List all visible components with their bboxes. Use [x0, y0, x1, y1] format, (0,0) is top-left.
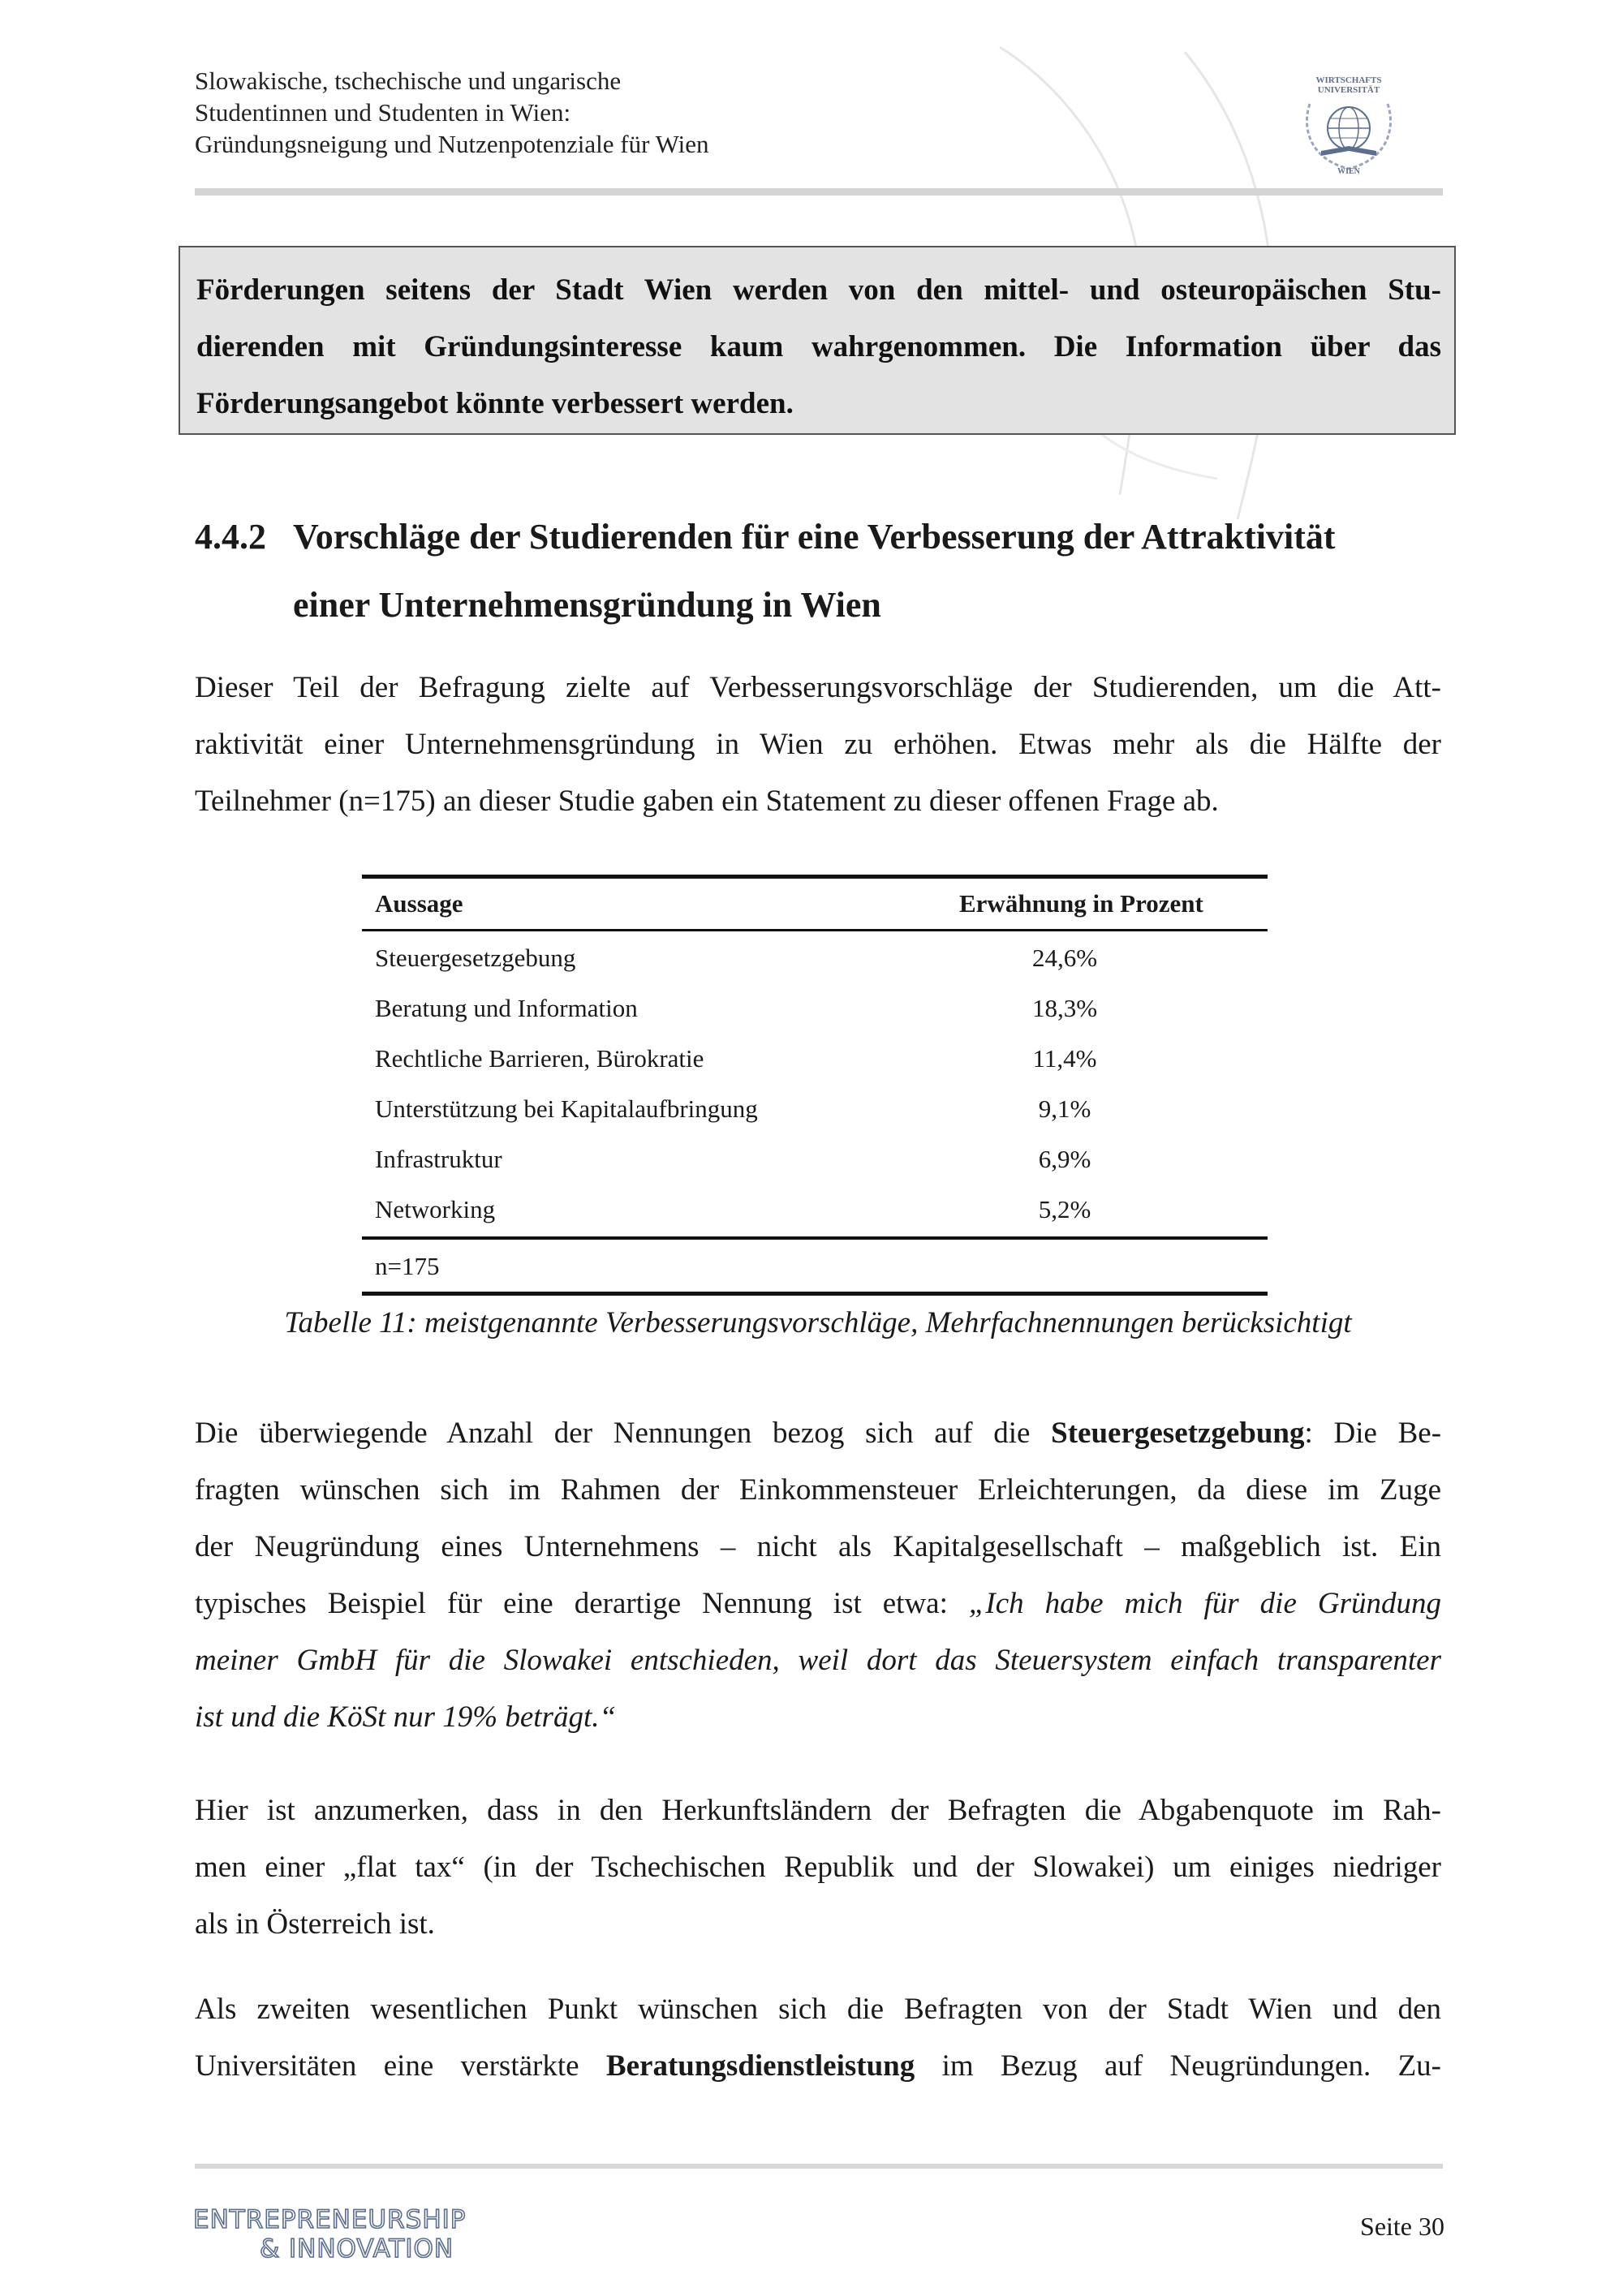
- quote-text: meiner GmbH für die Slowakei entschieden, weil dort das Steuersystem einfach transparenter: [195, 1644, 1441, 1677]
- paragraph-line: fragten wünschen sich im Rahmen der Einkommensteuer Erleichterungen, da diese im Zuge: [195, 1473, 1441, 1507]
- emphasis-term: Steuergesetzgebung: [1051, 1417, 1305, 1450]
- logo-text-bottom: WIEN: [1337, 167, 1360, 176]
- flat-tax-paragraph: [195, 1782, 1441, 1953]
- table-cell: 9,1%: [1038, 1094, 1091, 1123]
- logo-line-2: & INNOVATION: [260, 2234, 454, 2262]
- emphasis-term: Beratungsdienstleistung: [605, 2049, 915, 2083]
- table-cell: 6,9%: [1038, 1145, 1091, 1173]
- table-row: [362, 1134, 1268, 1185]
- table-cell: Networking: [375, 1195, 496, 1223]
- paragraph-line: men einer „flat tax“ (in der Tschechischen Republik und der Slowakei) um einiges niedriger: [195, 1851, 1441, 1884]
- table-cell: 11,4%: [1032, 1044, 1097, 1073]
- section-heading-line: einer Unternehmensgründung in Wien: [293, 585, 881, 625]
- table-cell: Unterstützung bei Kapitalaufbringung: [375, 1094, 758, 1123]
- page-number: Seite 30: [1360, 2212, 1444, 2241]
- paragraph-line: Dieser Teil der Befragung zielte auf Verbesserungsvorschläge der Studierenden, um die Att-: [195, 671, 1441, 704]
- document-header-title: [195, 65, 1169, 160]
- table-body-rule: [362, 1236, 1268, 1240]
- entrepreneurship-innovation-logo: [193, 2204, 518, 2262]
- paragraph-line: Die überwiegende Anzahl der Nennungen bezog sich auf die Steuergesetzgebung: Die Be-: [195, 1417, 1442, 1450]
- consulting-paragraph: [195, 1981, 1441, 2095]
- section-heading: [293, 503, 1462, 639]
- intro-paragraph: [195, 660, 1441, 830]
- summary-line: Förderungsangebot könnte verbessert werden.: [196, 387, 794, 420]
- table-cell: Beratung und Information: [375, 994, 638, 1022]
- university-seal-icon: [1292, 71, 1406, 177]
- header-title-line: Studentinnen und Studenten in Wien:: [195, 98, 571, 127]
- paragraph-line: typisches Beispiel für eine derartige Nennung ist etwa: „Ich habe mich für die Gründung: [195, 1587, 1441, 1620]
- paragraph-line: Teilnehmer (n=175) an dieser Studie gaben ein Statement zu dieser offenen Frage ab.: [195, 785, 1219, 818]
- quote-text: ist und die KöSt nur 19% beträgt.“: [195, 1701, 617, 1734]
- header-title-line: Slowakische, tschechische und ungarische: [195, 67, 622, 95]
- table-row: [362, 1084, 1268, 1134]
- table-header-cell: Aussage: [375, 889, 463, 918]
- logo-text-top: WIRTSCHAFTS: [1315, 75, 1382, 85]
- quote-text: „Ich habe mich für die Gründung: [968, 1587, 1441, 1620]
- paragraph-line: raktivität einer Unternehmensgründung in Wien zu erhöhen. Etwas mehr als die Hälfte der: [195, 728, 1441, 761]
- summary-box: [179, 246, 1456, 435]
- table-row: [362, 933, 1268, 983]
- table-header-cell: Erwähnung in Prozent: [959, 889, 1203, 918]
- footer-divider: [195, 2164, 1443, 2169]
- paragraph-line: der Neugründung eines Unternehmens – nicht als Kapitalgesellschaft – maßgeblich ist. Ein: [195, 1530, 1441, 1563]
- summary-line: Förderungen seitens der Stadt Wien werden von den mittel- und osteuropäischen Stu-: [196, 273, 1441, 307]
- table-cell: 18,3%: [1031, 994, 1098, 1022]
- table-cell: Infrastruktur: [375, 1145, 502, 1173]
- logo-line-1: ENTREPRENEURSHIP: [193, 2205, 467, 2234]
- header-divider: [195, 188, 1443, 196]
- table-bottom-rule: [362, 1292, 1268, 1296]
- table-row: [362, 1034, 1268, 1084]
- table-header-rule: [362, 929, 1268, 931]
- section-heading-line: Vorschläge der Studierenden für eine Verbesserung der Attraktivität: [293, 517, 1336, 557]
- section-number: 4.4.2: [195, 517, 266, 557]
- logo-text-mid: UNIVERSITÄT: [1317, 85, 1380, 95]
- table-caption: Tabelle 11: meistgenannte Verbesserungsvorschläge, Mehrfachnennungen berücksichtigt: [284, 1306, 1352, 1339]
- tax-paragraph: [195, 1405, 1441, 1746]
- table-header-row: [362, 879, 1268, 929]
- summary-line: dierenden mit Gründungsinteresse kaum wahrgenommen. Die Information über das: [196, 330, 1441, 363]
- table-footer-row: [362, 1241, 1268, 1292]
- table-row: [362, 983, 1268, 1034]
- paragraph-line: Hier ist anzumerken, dass in den Herkunftsländern der Befragten die Abgabenquote im Rah-: [195, 1794, 1441, 1827]
- table-row: [362, 1185, 1268, 1235]
- paragraph-line: Als zweiten wesentlichen Punkt wünschen sich die Befragten von der Stadt Wien und den: [195, 1993, 1441, 2026]
- table-footer-cell: n=175: [375, 1252, 440, 1280]
- paragraph-line: als in Österreich ist.: [195, 1907, 435, 1941]
- header-title-line: Gründungsneigung und Nutzenpotenziale für Wien: [195, 130, 709, 158]
- table-cell: Rechtliche Barrieren, Bürokratie: [375, 1044, 704, 1073]
- table-cell: 24,6%: [1031, 944, 1098, 972]
- table-cell: 5,2%: [1038, 1195, 1091, 1223]
- paragraph-line: Universitäten eine verstärkte Beratungsdienstleistung im Bezug auf Neugründungen. Zu-: [195, 2049, 1441, 2083]
- table-cell: Steuergesetzgebung: [375, 944, 576, 972]
